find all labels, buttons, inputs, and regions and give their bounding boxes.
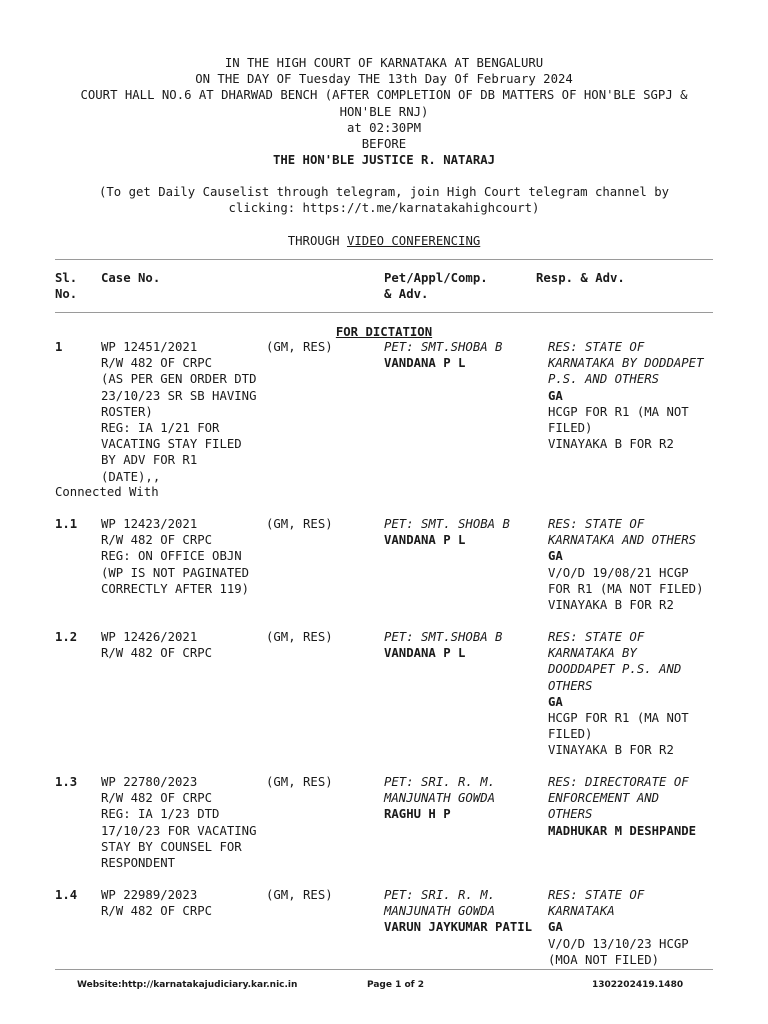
case-sl: 1.1 — [55, 517, 78, 531]
hearing-time: at 02:30PM — [346, 120, 422, 135]
case-category: (GM, RES) — [266, 340, 333, 354]
footer-page-number: Page 1 of 2 — [367, 980, 424, 990]
hearing-mode — [55, 233, 713, 249]
court-name: IN THE HIGH COURT OF KARNATAKA AT BENGALURU — [224, 56, 544, 70]
col-sl: Sl. No. — [55, 271, 78, 302]
respondent: RES: DIRECTORATE OF ENFORCEMENT AND OTHERS MADHUKAR M DESHPANDE — [548, 775, 697, 838]
case-details[interactable]: WP 12426/2021 R/W 482 OF CRPC — [101, 630, 213, 661]
hearing-date: ON THE DAY OF Tuesday THE 13th Day Of February 2024 — [195, 72, 573, 87]
section-title: FOR DICTATION — [335, 325, 433, 339]
footer-rule — [55, 969, 713, 970]
case-sl: 1.4 — [55, 888, 78, 902]
col-res: Resp. & Adv. — [536, 271, 625, 285]
telegram-note-line1: (To get Daily Causelist through telegram, join High Court telegram channel by — [98, 185, 670, 199]
case-sl: 1.2 — [55, 630, 78, 644]
petitioner: PET: SMT. SHOBA B VANDANA P L — [384, 517, 510, 548]
court-hall: COURT HALL NO.6 AT DHARWAD BENCH (AFTER COMPLETION OF DB MATTERS OF HON'BLE SGPJ & — [80, 88, 688, 103]
petitioner: PET: SRI. R. M. MANJUNATH GOWDA VARUN JAYKUMAR PATIL — [384, 888, 533, 935]
case-sl: 1.3 — [55, 775, 78, 789]
col-case: Case No. — [101, 271, 161, 285]
petitioner: PET: SMT.SHOBA B VANDANA P L — [384, 630, 503, 661]
col-pet: Pet/Appl/Comp. & Adv. — [384, 271, 488, 302]
header-bottom-rule — [55, 312, 713, 313]
connected-with-label: Connected With — [55, 485, 159, 499]
case-details[interactable]: WP 22780/2023 R/W 482 OF CRPC REG: IA 1/23 DTD 17/10/23 FOR VACATING STAY BY COUNSEL FOR RESPONDENT — [101, 775, 257, 871]
petitioner: PET: SMT.SHOBA B VANDANA P L — [384, 340, 503, 371]
case-details[interactable]: WP 12423/2021 R/W 482 OF CRPC REG: ON OFFICE OBJN (WP IS NOT PAGINATED CORRECTLY AFTER 119) — [101, 517, 250, 596]
footer-code: 1302202419.1480 — [592, 980, 684, 990]
court-hall-cont: HON'BLE RNJ) — [339, 104, 429, 119]
header-top-rule — [55, 259, 713, 260]
video-conferencing-label: VIDEO CONFERENCING — [346, 234, 481, 248]
petitioner: PET: SRI. R. M. MANJUNATH GOWDA RAGHU H P — [384, 775, 496, 822]
before-label: BEFORE — [361, 137, 407, 152]
respondent: RES: STATE OF KARNATAKA BY DODDAPET P.S. AND OTHERS GA HCGP FOR R1 (MA NOT FILED) VINAYAKA B FOR R2 — [548, 340, 704, 452]
footer-website[interactable]: Website:http://karnatakajudiciary.kar.nic.in — [77, 980, 298, 990]
telegram-note-line2[interactable]: clicking: https://t.me/karnatakahighcourt) — [228, 201, 540, 216]
case-category: (GM, RES) — [266, 517, 333, 531]
case-category: (GM, RES) — [266, 630, 333, 644]
court-header — [55, 55, 713, 168]
case-details[interactable]: WP 12451/2021 R/W 482 OF CRPC (AS PER GEN ORDER DTD 23/10/23 SR SB HAVING ROSTER) REG: IA 1/21 FOR VACATING STAY FILED BY ADV FOR R1 (DATE),, — [101, 340, 257, 484]
case-category: (GM, RES) — [266, 888, 333, 902]
telegram-note — [55, 184, 713, 216]
respondent: RES: STATE OF KARNATAKA BY DOODDAPET P.S. AND OTHERS GA HCGP FOR R1 (MA NOT FILED) VINAYAKA B FOR R2 — [548, 630, 689, 758]
case-details[interactable]: WP 22989/2023 R/W 482 OF CRPC — [101, 888, 213, 919]
judge-name: THE HON'BLE JUSTICE R. NATARAJ — [272, 153, 496, 168]
case-sl: 1 — [55, 340, 63, 354]
respondent: RES: STATE OF KARNATAKA GA V/O/D 13/10/23 HCGP (MOA NOT FILED) — [548, 888, 689, 967]
respondent: RES: STATE OF KARNATAKA AND OTHERS GA V/O/D 19/08/21 HCGP FOR R1 (MA NOT FILED) VINAYAKA B FOR R2 — [548, 517, 704, 613]
through-label: THROUGH — [287, 234, 340, 248]
case-category: (GM, RES) — [266, 775, 333, 789]
